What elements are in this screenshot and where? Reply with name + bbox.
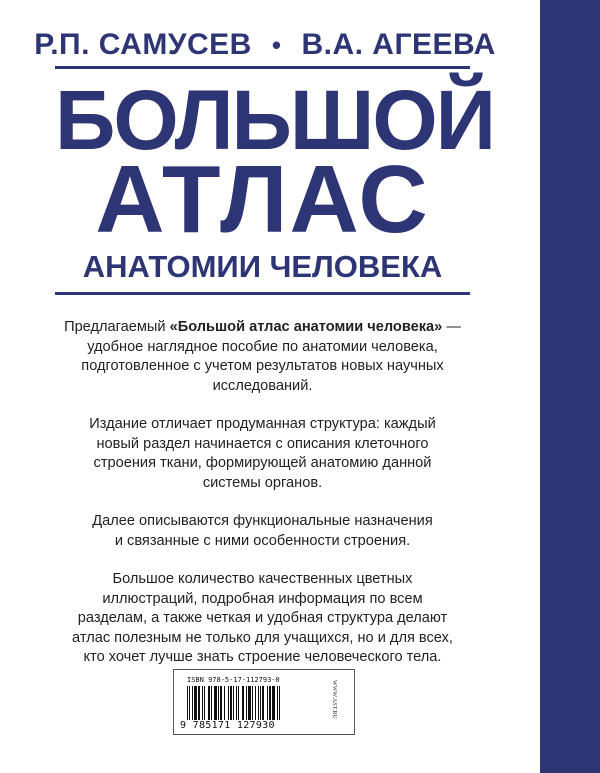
barcode-bars <box>187 686 315 720</box>
barcode <box>180 676 326 732</box>
paragraph-line: исследований. <box>212 377 313 394</box>
isbn-label: ISBN 978-5-17-112793-0 <box>187 676 280 684</box>
paragraph-line: и связанные с ними особенности строения. <box>114 532 411 549</box>
book-title-quote: «Большой атлас анатомии человека» <box>169 319 443 335</box>
paragraph-line: разделам, а также четкая и удобная структура делают <box>77 610 448 626</box>
subtitle: АНАТОМИИ ЧЕЛОВЕКА <box>82 249 443 284</box>
paragraph-1 <box>50 318 475 396</box>
paragraph-line: системы органов. <box>202 474 323 491</box>
paragraph-4 <box>50 570 475 668</box>
author-separator: • <box>271 29 282 60</box>
paragraph-line: новый раздел начинается с описания клеточного <box>96 435 429 452</box>
barcode-digits: 9 785171 127930 <box>180 720 275 731</box>
paragraph-line: подготовленное с учетом результатов новых научных <box>81 358 444 374</box>
title-line-1: БОЛЬШОЙ <box>55 73 495 167</box>
publisher-website: WWW.AST.RU <box>331 680 337 719</box>
barcode-bar <box>280 686 282 720</box>
title-line-2: АТЛАС <box>95 146 430 253</box>
paragraph-line: строения ткани, формирующей анатомию данной <box>93 455 432 471</box>
author-ageeva: В.А. АГЕЕВА <box>301 28 496 61</box>
paragraph-3 <box>50 512 475 551</box>
paragraph-line: Большое количество качественных цветных <box>112 571 413 587</box>
paragraph-2 <box>50 415 475 493</box>
top-rule <box>55 66 470 69</box>
paragraph-line: удобное наглядное пособие по анатомии человека, <box>87 338 438 355</box>
paragraph-line: Далее описываются функциональные назначения <box>92 513 433 529</box>
paragraph-line: атлас полезным не только для учащихся, но и для всех, <box>72 629 453 646</box>
paragraph-line: кто хочет лучше знать строение человеческого тела. <box>83 649 442 665</box>
paragraph-line: Предлагаемый «Большой атлас анатомии человека» — <box>64 319 461 335</box>
paragraph-line: иллюстраций, подробная информация по всем <box>102 590 423 607</box>
description-text <box>50 318 475 687</box>
author-samusev: Р.П. САМУСЕВ <box>34 28 252 61</box>
authors-line <box>34 28 496 62</box>
book-spine <box>540 0 600 773</box>
bottom-rule <box>55 292 470 295</box>
paragraph-line: Издание отличает продуманная структура: каждый <box>89 416 436 432</box>
